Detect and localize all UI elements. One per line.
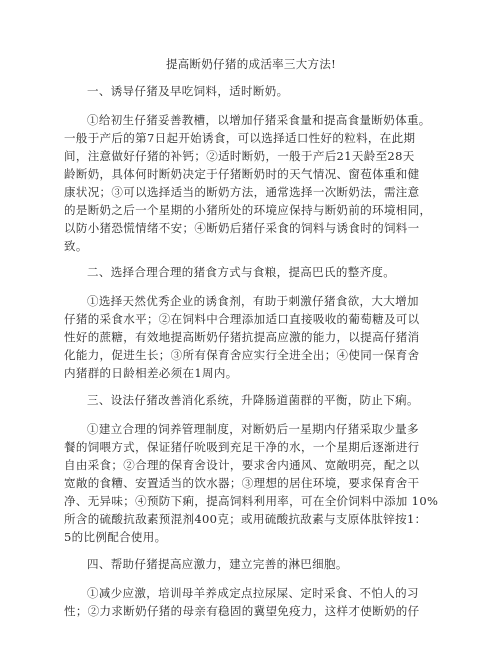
section-heading-2: 二、选择合理合理的猪食方式与食粮，提高巴氏的整齐度。 (87, 265, 396, 279)
paragraph-line: ①建立合理的饲养管理制度，对断奶后一星期内仔猪采取少量多 (87, 422, 419, 436)
paragraph-line: 间，注意做好仔猪的补钙；②适时断奶，一般于产后21天龄至28天 (64, 149, 415, 163)
section-heading-3: 三、设法仔猪改善消化系统，升降肠道菌群的平衡，防止下痢。 (87, 393, 419, 407)
paragraph-line: 性好的蔗糖，有效地提高断奶仔猪抗提高应激的能力，以提高仔猪消 (64, 330, 420, 344)
paragraph-line: 龄断奶，具体何时断奶决定于仔猪断奶时的天气情况、窗苞体重和健 (64, 167, 420, 181)
section-heading-1: 一、诱导仔猪及早吃饲料，适时断奶。 (87, 84, 289, 98)
paragraph-line: 性；②力求断奶仔猪的母亲有稳固的冀望免疫力，这样才使断奶的仔 (64, 604, 420, 618)
paragraph-line: 宽敞的食糟、安置适当的饮水器；③理想的居住环境，要求保育舍干 (64, 476, 420, 490)
paragraph-line: ①选择天然优秀企业的诱食剂，有助于刺激仔猪食欲，大大增加 (87, 294, 419, 308)
paragraph-line: 5的比例配合使用。 (64, 530, 167, 544)
paragraph-line: 仔猪的采食水平；②在饲料中合理添加适口直接吸收的葡萄糖及可以 (64, 312, 420, 326)
paragraph-line: 内猪群的日龄相差必须在1周内。 (64, 366, 238, 380)
paragraph-line: 净、无异味；④预防下痢，提高饲料利用率，可在全价饲料中添加 10% (64, 494, 439, 508)
paragraph-line: 康状况；③可以选择适当的断奶方法，通常选择一次断奶法，需注意 (64, 185, 420, 199)
document-title: 提高断奶仔猪的成活率三大方法! (165, 57, 337, 71)
paragraph-line: ①减少应激，培训母羊养成定点拉尿屎、定时采食、不怕人的习 (87, 586, 419, 600)
paragraph-line: 致。 (64, 239, 88, 253)
paragraph-line: 自由采食；②合理的保育舍设计，要求舍内通风、宽敞明亮，配之以 (64, 458, 420, 472)
paragraph-line: ①给初生仔猪妥善教槽，以增加仔猪采食量和提高食量断奶体重。 (87, 113, 431, 127)
paragraph-line: 一般于产后的第7日起开始诱食，可以选择适口性好的粒料，在此期 (64, 131, 416, 145)
paragraph-line: 化能力，促进生长；③所有保育舍应实行全进全出；④使同一保育舍 (64, 348, 420, 362)
paragraph-line: 的是断奶之后一个星期的小猪所处的环境应保持与断奶前的环境相同， (64, 203, 432, 217)
paragraph-line: 餐的饲喂方式，保证猪仔吮吸到充足干净的水，一个星期后逐渐进行 (64, 440, 420, 454)
paragraph-line: 以防小猪恐慌情绪不安；④断奶后猪仔采食的饲料与诱食时的饲料一 (64, 221, 420, 235)
section-heading-4: 四、帮助仔猪提高应激力，建立完善的淋巴细胞。 (87, 557, 348, 571)
paragraph-line: 所含的硫酸抗敌素预混剂400克；或用硫酸抗敌素与支原体肽锌按1： (64, 512, 427, 526)
